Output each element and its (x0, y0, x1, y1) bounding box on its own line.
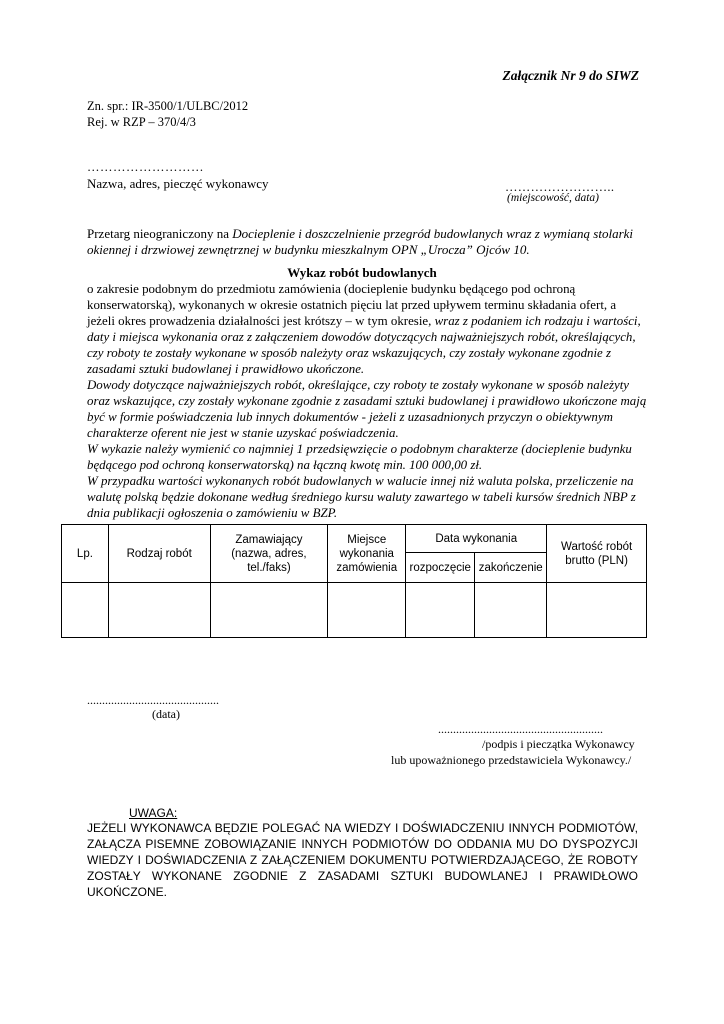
contractor-dotted-line: ……………………… (87, 160, 204, 174)
document-title: Wykaz robót budowlanych (287, 265, 437, 280)
warning-line: WIEDZY I DOŚWIADCZENIA Z ZAŁĄCZENIEM DOKUMENTU POTWIERDZAJĄCEGO, ŻE ROBOTY (87, 853, 638, 867)
header-place-line1: Miejsce (347, 533, 387, 546)
header-place-line3: zamówienia (336, 561, 398, 574)
place-date-label: (miejscowość, data) (507, 192, 599, 204)
header-completion-date: Data wykonania (406, 525, 547, 553)
warning-line: ZAŁĄCZA PISEMNE ZOBOWIĄZANIE INNYCH PODMIOTÓW DO ODDANIA MU DO DYSPOZYCJI (87, 837, 638, 851)
minimum-requirement-paragraph: W wykazie należy wymienić co najmniej 1 przedsięwzięcie o podobnym charakterze (docieplenie budynku będącego pod ochroną konserwatorską) na łączną kwotę min. 100 000,00 zł. (87, 442, 632, 472)
place-date-dotted-line: …………………….. (505, 180, 615, 194)
header-value-line2: brutto (PLN) (565, 554, 628, 567)
header-work-type: Rodzaj robót (108, 525, 210, 583)
signature-label-line1: /podpis i pieczątka Wykonawcy (482, 737, 635, 751)
register-reference: Rej. w RZP – 370/4/3 (87, 115, 196, 129)
cell-value[interactable] (547, 583, 647, 638)
contractor-label: Nazwa, adres, pieczęć wykonawcy (87, 176, 269, 191)
date-label: (data) (152, 707, 180, 721)
table-row (62, 583, 647, 638)
tender-description (87, 226, 647, 258)
annex-label: Załącznik Nr 9 do SIWZ (502, 68, 639, 83)
cell-start[interactable] (406, 583, 475, 638)
works-table (61, 524, 647, 638)
cell-lp[interactable] (62, 583, 109, 638)
signature-dotted-line: ....................................................... (438, 722, 603, 736)
tender-prefix: Przetarg nieograniczony na (87, 226, 233, 241)
cell-end[interactable] (475, 583, 547, 638)
tender-subject: Docieplenie i doszczelnienie przegród budowlanych wraz z wymianą stolarki okiennej i drzwiowej zewnętrznej w budynku mieszkalnym OPN „Urocza” Ojców 10. (87, 226, 634, 257)
header-end: zakończenie (475, 553, 547, 583)
warning-line: JEŻELI WYKONAWCA BĘDZIE POLEGAĆ NA WIEDZY I DOŚWIADCZENIU INNYCH PODMIOTÓW, (87, 821, 638, 835)
scope-paragraph (87, 281, 647, 377)
case-reference: Zn. spr.: IR-3500/1/ULBC/2012 (87, 99, 249, 113)
header-value-line1: Wartość robót (561, 540, 633, 553)
evidence-paragraph: Dowody dotyczące najważniejszych robót, określające, czy roboty te zostały wykonane w sposób należyty oraz wskazujące, czy zostały wykonane zgodnie z zasadami sztuki budowlanej i prawidłowo ukończone mają być w formie poświadczenia lub innych dokumentów - jeżeli z uzasadnionych przyczyn o obiektywnym charakterze oferent nie jest w stanie uzyskać poświadczenia. (87, 378, 647, 440)
header-place-line2: wykonania (339, 547, 394, 560)
currency-paragraph: W przypadku wartości wykonanych robót budowlanych w walucie innej niż waluta polska, przeliczenie na walutę polską będzie dokonane według średniego kursu waluty zawartego w tabeli kursów średnich NBP z dnia publikacji ogłoszenia o zamówieniu w BZP. (87, 474, 636, 520)
header-client-line2: (nazwa, adres, (231, 547, 307, 560)
cell-place[interactable] (328, 583, 406, 638)
header-client (210, 525, 328, 583)
signature-label-line2: lub upoważnionego przedstawiciela Wykonawcy./ (391, 753, 632, 767)
date-dotted-line: ............................................ (87, 693, 219, 707)
warning-text (87, 820, 638, 900)
header-client-line1: Zamawiający (235, 533, 303, 546)
header-place (328, 525, 406, 583)
header-lp: Lp. (62, 525, 109, 583)
header-value (547, 525, 647, 583)
cell-client[interactable] (210, 583, 328, 638)
header-start: rozpoczęcie (406, 553, 475, 583)
scope-text: o zakresie podobnym do przedmiotu zamówienia (docieplenie budynku będącego pod ochroną konserwatorską), wykonanych w okresie ostatnich pięciu lat przed upływem terminu składania ofert, a jeżeli okres prowadzenia działalności jest krótszy – w tym okresie, (87, 282, 617, 328)
scope-italic-text: wraz z podaniem ich rodzaju i wartości, daty i miejsca wykonania oraz z załączeniem dowodów dotyczących najważniejszych robót, określających, czy roboty te zostały wykonane w sposób należyty oraz wskazujących, czy zostały wykonane zgodnie z zasadami sztuki budowlanej i prawidłowo ukończone. (87, 314, 641, 376)
document-body (87, 281, 647, 521)
header-client-line3: tel./faks) (247, 561, 291, 574)
warning-line: UKOŃCZONE. (87, 885, 168, 899)
warning-line: ZOSTAŁY WYKONANE ZGODNIE Z ZASADAMI SZTUKI BUDOWLANEJ I PRAWIDŁOWO (87, 869, 638, 883)
warning-title: UWAGA: (129, 806, 178, 820)
cell-work-type[interactable] (108, 583, 210, 638)
